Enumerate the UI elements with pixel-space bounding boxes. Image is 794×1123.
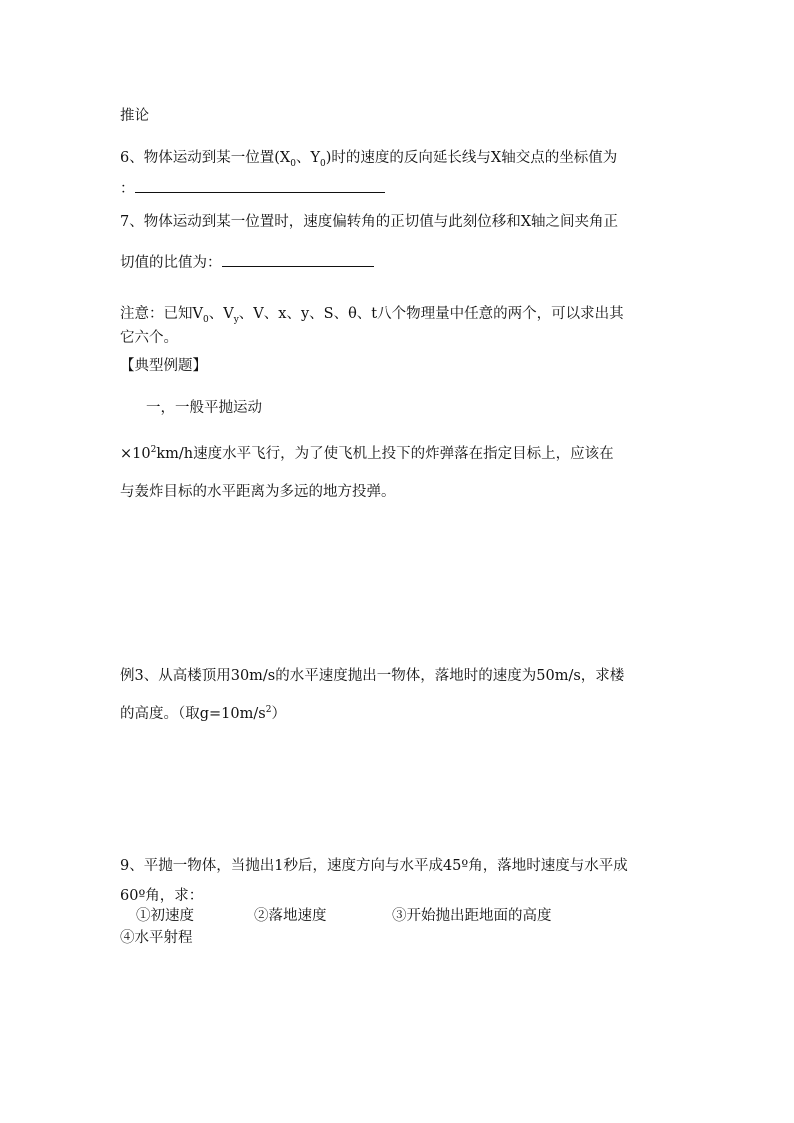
question-6-answer-line [120, 178, 385, 199]
plane-p2: km/h速度水平飞行，为了使飞机上投下的炸弹落在指定目标上，应该在 [156, 445, 614, 462]
option-1-mark: ① [136, 908, 151, 924]
note-p3: 、V、x、y、S、θ、t八个物理量中任意的两个，可以求出其 [238, 306, 624, 322]
note-p1: 注意：已知V [120, 306, 203, 322]
example-plane [120, 440, 614, 464]
q6-sub-x0: 0 [290, 158, 296, 169]
option-4-label: 水平射程 [134, 930, 193, 946]
note-s1: 0 [202, 314, 209, 325]
option-2-label: 落地速度 [268, 908, 327, 924]
question-9-line2: 60º角，求： [120, 888, 204, 904]
subsection-title: 一，一般平抛运动 [146, 400, 262, 416]
option-4-mark: ④ [120, 930, 135, 946]
q6-suffix: )时的速度的反向延长线与X轴交点的坐标值为 [325, 150, 618, 166]
q7-answer-blank[interactable] [222, 252, 374, 267]
option-2-mark: ② [254, 908, 269, 924]
option-3 [392, 906, 552, 926]
note-line2: 它六个。 [120, 330, 178, 346]
option-1-label: 初速度 [150, 908, 194, 924]
section-title: 推论 [120, 108, 149, 124]
example-plane-line2: 与轰炸目标的水平距离为多远的地方投弹。 [120, 484, 396, 500]
question-7: 7、物体运动到某一位置时，速度偏转角的正切值与此刻位移和X轴之间夹角正 [120, 214, 619, 230]
option-4 [120, 928, 193, 948]
note [120, 304, 624, 330]
option-3-label: 开始抛出距地面的高度 [406, 908, 552, 924]
q6-colon: ： [120, 181, 135, 197]
q6-answer-blank[interactable] [135, 178, 385, 193]
ex3-p2: ） [271, 705, 286, 722]
q7-line2-prefix: 切值的比值为： [120, 255, 222, 271]
q6-sub-y0: 0 [320, 158, 326, 169]
ex3-p1: 的高度。（取g=10m/s [120, 705, 266, 722]
plane-sup: 2 [150, 445, 157, 455]
question-6 [120, 148, 617, 174]
example-3-line2 [120, 700, 286, 724]
example-3: 例3、从高楼顶用30m/s的水平速度抛出一物体，落地时的速度为50m/s，求楼 [120, 668, 625, 684]
option-1 [136, 906, 194, 926]
option-2 [254, 906, 327, 926]
q6-prefix: 6、物体运动到某一位置(X [120, 150, 291, 166]
plane-p1: ×10 [120, 445, 151, 462]
typical-examples-header: 【典型例题】 [120, 358, 207, 374]
question-7-answer-line [120, 252, 374, 273]
ex3-sup: 2 [265, 705, 272, 715]
question-9: 9、平抛一物体，当抛出1秒后，速度方向与水平成45º角，落地时速度与水平成 [120, 858, 628, 874]
option-3-mark: ③ [392, 908, 407, 924]
note-s2: y [233, 314, 239, 325]
note-p2: 、V [208, 306, 234, 322]
q6-mid: 、Y [295, 150, 321, 166]
